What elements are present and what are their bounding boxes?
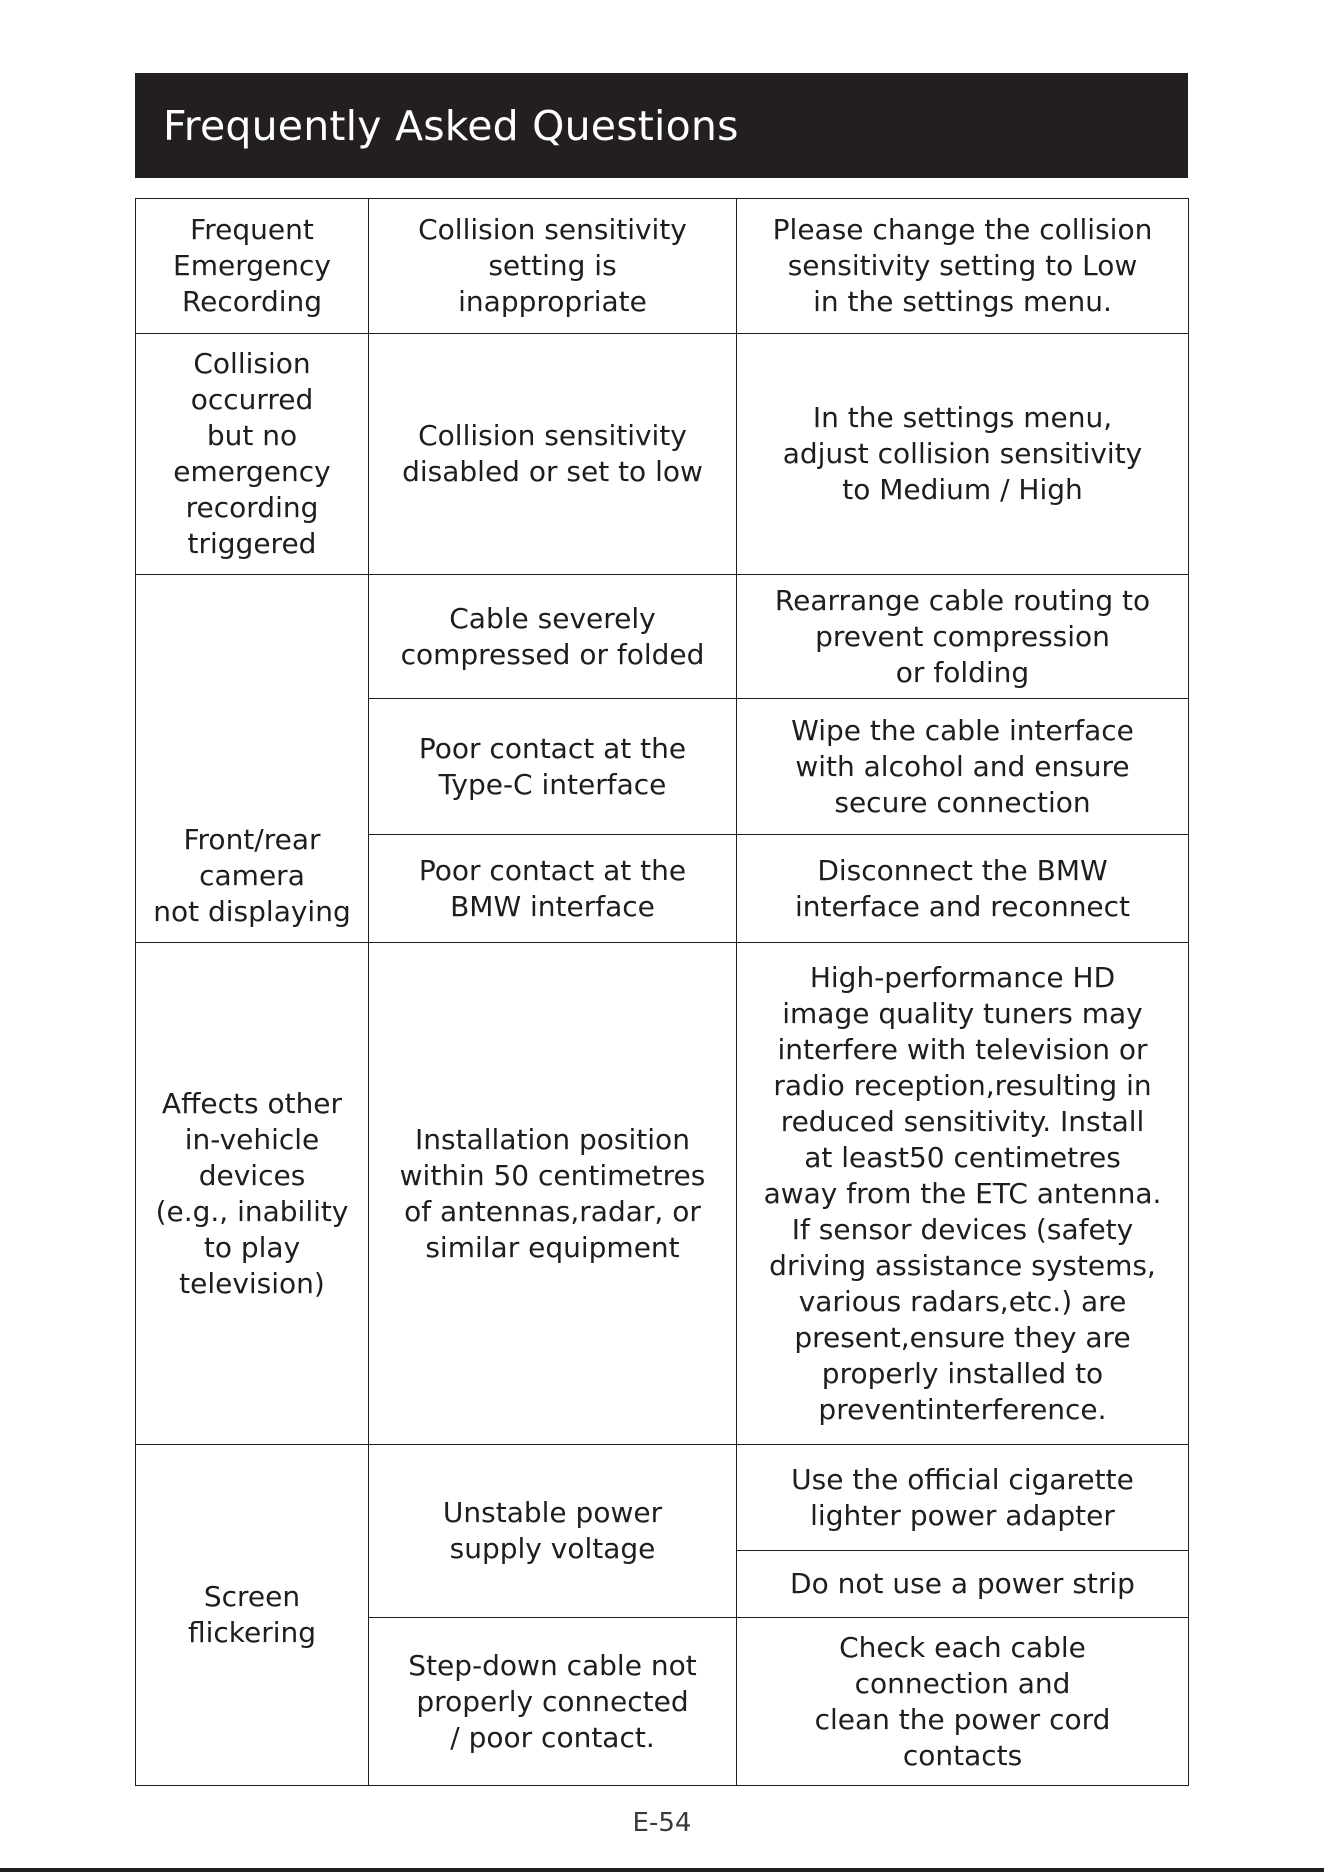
cause-cell: Unstable power supply voltage bbox=[369, 1445, 737, 1618]
cause-cell: Step-down cable not properly connected / poor contact. bbox=[369, 1618, 737, 1786]
page-number: E-54 bbox=[632, 1808, 692, 1838]
solution-cell: Use the official cigarette lighter power adapter bbox=[737, 1445, 1189, 1551]
table-row bbox=[136, 1445, 1189, 1551]
solution-cell: Check each cable connection and clean the power cord contacts bbox=[737, 1618, 1189, 1786]
cause-cell: Poor contact at the Type-C interface bbox=[369, 699, 737, 835]
cause-cell: Cable severely compressed or folded bbox=[369, 575, 737, 699]
problem-cell: Screen flickering bbox=[136, 1445, 369, 1786]
solution-cell: Please change the collision sensitivity setting to Low in the settings menu. bbox=[737, 199, 1189, 334]
solution-cell: High-performance HD image quality tuners may interfere with television or radio reception,resulting in reduced sensitivity. Install at least50 centimetres away from the ETC antenna. If sensor devices (safety driving assistance systems, various radars,etc.) are present,ensure they are properly installed to preventinterference. bbox=[737, 943, 1189, 1445]
solution-cell: Wipe the cable interface with alcohol and ensure secure connection bbox=[737, 699, 1189, 835]
table-row bbox=[136, 199, 1189, 334]
cause-cell: Collision sensitivity disabled or set to low bbox=[369, 334, 737, 575]
problem-cell: Front/rear camera not displaying bbox=[136, 575, 369, 943]
cause-cell: Collision sensitivity setting is inappropriate bbox=[369, 199, 737, 334]
table-row bbox=[136, 575, 1189, 699]
solution-cell: Do not use a power strip bbox=[737, 1551, 1189, 1618]
problem-cell: Collision occurred but no emergency recording triggered bbox=[136, 334, 369, 575]
cause-cell: Installation position within 50 centimetres of antennas,radar, or similar equipment bbox=[369, 943, 737, 1445]
bottom-rule bbox=[0, 1868, 1324, 1872]
solution-cell: In the settings menu, adjust collision sensitivity to Medium / High bbox=[737, 334, 1189, 575]
solution-cell: Rearrange cable routing to prevent compression or folding bbox=[737, 575, 1189, 699]
cause-cell: Poor contact at the BMW interface bbox=[369, 835, 737, 943]
faq-table bbox=[135, 198, 1189, 1786]
faq-header-bar bbox=[135, 73, 1188, 178]
table-row bbox=[136, 334, 1189, 575]
table-row bbox=[136, 943, 1189, 1445]
solution-cell: Disconnect the BMW interface and reconnect bbox=[737, 835, 1189, 943]
problem-cell: Frequent Emergency Recording bbox=[136, 199, 369, 334]
page-title: Frequently Asked Questions bbox=[163, 101, 739, 150]
problem-cell: Affects other in-vehicle devices (e.g., inability to play television) bbox=[136, 943, 369, 1445]
